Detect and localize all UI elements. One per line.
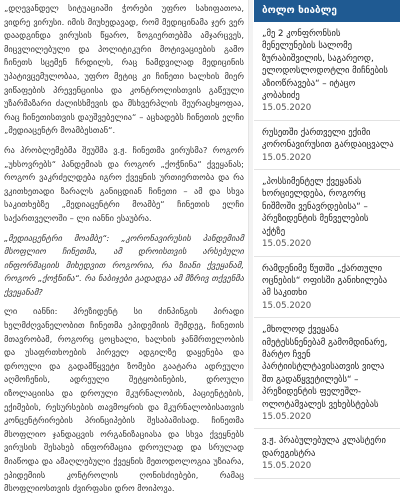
news-item[interactable]	[254, 429, 400, 478]
news-item[interactable]	[254, 121, 400, 170]
article-paragraph-summary: რა პრობლემებმა შეუშმა ვ.ჟ. ჩინეთმა ვირუსმა? როგორ „უხსოვრებს“ პანდემიას და როგორ „ქოჭნინა“ ქვეყანას; როგორ ვაკრძელდება იგრო ქვეყნის ურთიერთობა და რა ვკითხეთადი ზარალს განიცდიან ჩინეთი – ამ და სხვა საკითხებზე „მედიაცენტრი მოამბე“ ჩინეთის ელჩი საქართველოში – ლი იანნი ესაუბრა.	[4, 144, 244, 223]
article-answer: ლი იანნი: პრეზიდენტ სი ძინპინგის პირადი ხელმძღვანელობით ჩინეთმა ეპიდემიის შემდეგ, ჩინეთის მთავრობამ, როგორც ცოცხალი, ხალხის ჯანმრთელობის და უსაფრთხოების პირველ ადგილზე დაყენება და დროული და გადამწყვეტი ზომები გაატარა ადრეული აღმოჩენის, ადრეული შეტყობინების, დროული იზოლაციისა და დროული მკურნალობის, პაციენტების, ექიმების, რესურსების თავმოყრის და მკურნალობისათვის კონცენტრირების პრინციპების შესაბამისად. ჩინეთმა მსოფლიო ჯანდაცვის ორგანიზაციასა და სხვა ქვეყნებს ვირუსის შესახებ ინფორმაცია დროულად და სრულად მიაწოდა და ამაღლებული ქვეყნის მეთოდოლოგია უზიარა, ეპიდემიის კონტროლის ღონისძიებები, რამაც მსოფლიოსთვის ძვირფასი დრო მოიპოვა.	[4, 306, 244, 494]
latest-news-sidebar	[254, 0, 400, 472]
news-item-date: 15.05.2020	[262, 152, 312, 163]
news-item-title[interactable]: „მხოლოდ ქვეყანა იმეტესსნენებამ გამომდინარე, მარტო ჩვენ პარტიისტლტავისათვის ვილა შთ გადაწყვეტილებს“ – პრეზიდენტის ფელეშლ-ოლოტამვალეს ვეხებსტებას	[262, 325, 388, 410]
article-question: „მედიაცენტრი მოამბე“: „კორონავირუსის პანდემიამ მსოფლიო ჩინეთმა, ამ დროისთვის არსებული ინფორმაციის მიხედვით როგორია, რა ზიანი ქვეყანამ, როგორ „ქოჭნინა“. რა ნაბიჯები გადადგა ამ მზრივ თქვენმა ქვეყანამ?	[4, 232, 244, 297]
news-item-date: 15.05.2020	[262, 411, 312, 422]
news-item-date: 15.05.2020	[262, 300, 312, 311]
news-item-title[interactable]: რამდენიმე წუთში „ქართული ოცნების“ ოფისში განიხილება ამ საკითხი	[262, 263, 388, 299]
news-item[interactable]	[254, 170, 400, 256]
news-item[interactable]	[254, 22, 400, 121]
column-divider	[248, 0, 253, 401]
news-item-date: 15.05.2020	[262, 239, 312, 250]
article-paragraph-intro: „დღევანდელ სიტუაციაში ჭორები უფრო სახიფათოა, ვიდრე ვირუსი. იმის მიუხედავად, რომ მედიცინამა ჯერ ვერ დაადგინდა ვირუსის წყარო, ზოგიერთებმა ამჯარცვეს, მიცვლილებული და პოლიტიკური მოტივაციების გამო ჩინეთს სცემენ ჩრდილს, რაც ნამდვილად მედიცინის უპატივცემულობაა, უფრო მეტიც კი ჩინეთი ხალხის მიერ ვიწაფების პრევენციისა და კონტროლისთვის გაწეული უზარმაზარი ძალისხმევის და მსხვერპლის შეურაცხყოფაა, რაც ჩინეთისთვის დაუშვებელია“ – აცხადებს ჩინეთის ელჩი „მედიაცენტრ მოამბესთან“.	[4, 3, 244, 136]
news-item-title[interactable]: „პოსსიმენტელ ქვეყანას ხორციელდება, როგორც ნიშმოში ვენავრდებისა“ – პრეზიდენტის მენველების აქტზე	[262, 177, 369, 237]
news-item-date: 15.05.2020	[262, 461, 312, 472]
news-item[interactable]	[254, 318, 400, 429]
news-item-title[interactable]: „მე 2 კონფრონსის მენელუნების სალომე ზურაბიშვილის, საგარეოდ, ელოდოსლოდოტლი მიჩნების აზიოწრავება“ – იტაცო კობახიძე	[262, 29, 388, 102]
news-item-title[interactable]: ვ.ჟ. პრაბულებულა კლასტერი დარეგისტრა	[262, 436, 386, 459]
news-item-date: 15.05.2020	[262, 103, 312, 114]
news-item-title[interactable]: რუსეთში ქართველი ექიმი კორონავირუსით გარდაიცვალა	[262, 127, 394, 151]
news-item[interactable]	[254, 257, 400, 319]
sidebar-header: ბოლო ხიაბლე	[254, 0, 400, 22]
